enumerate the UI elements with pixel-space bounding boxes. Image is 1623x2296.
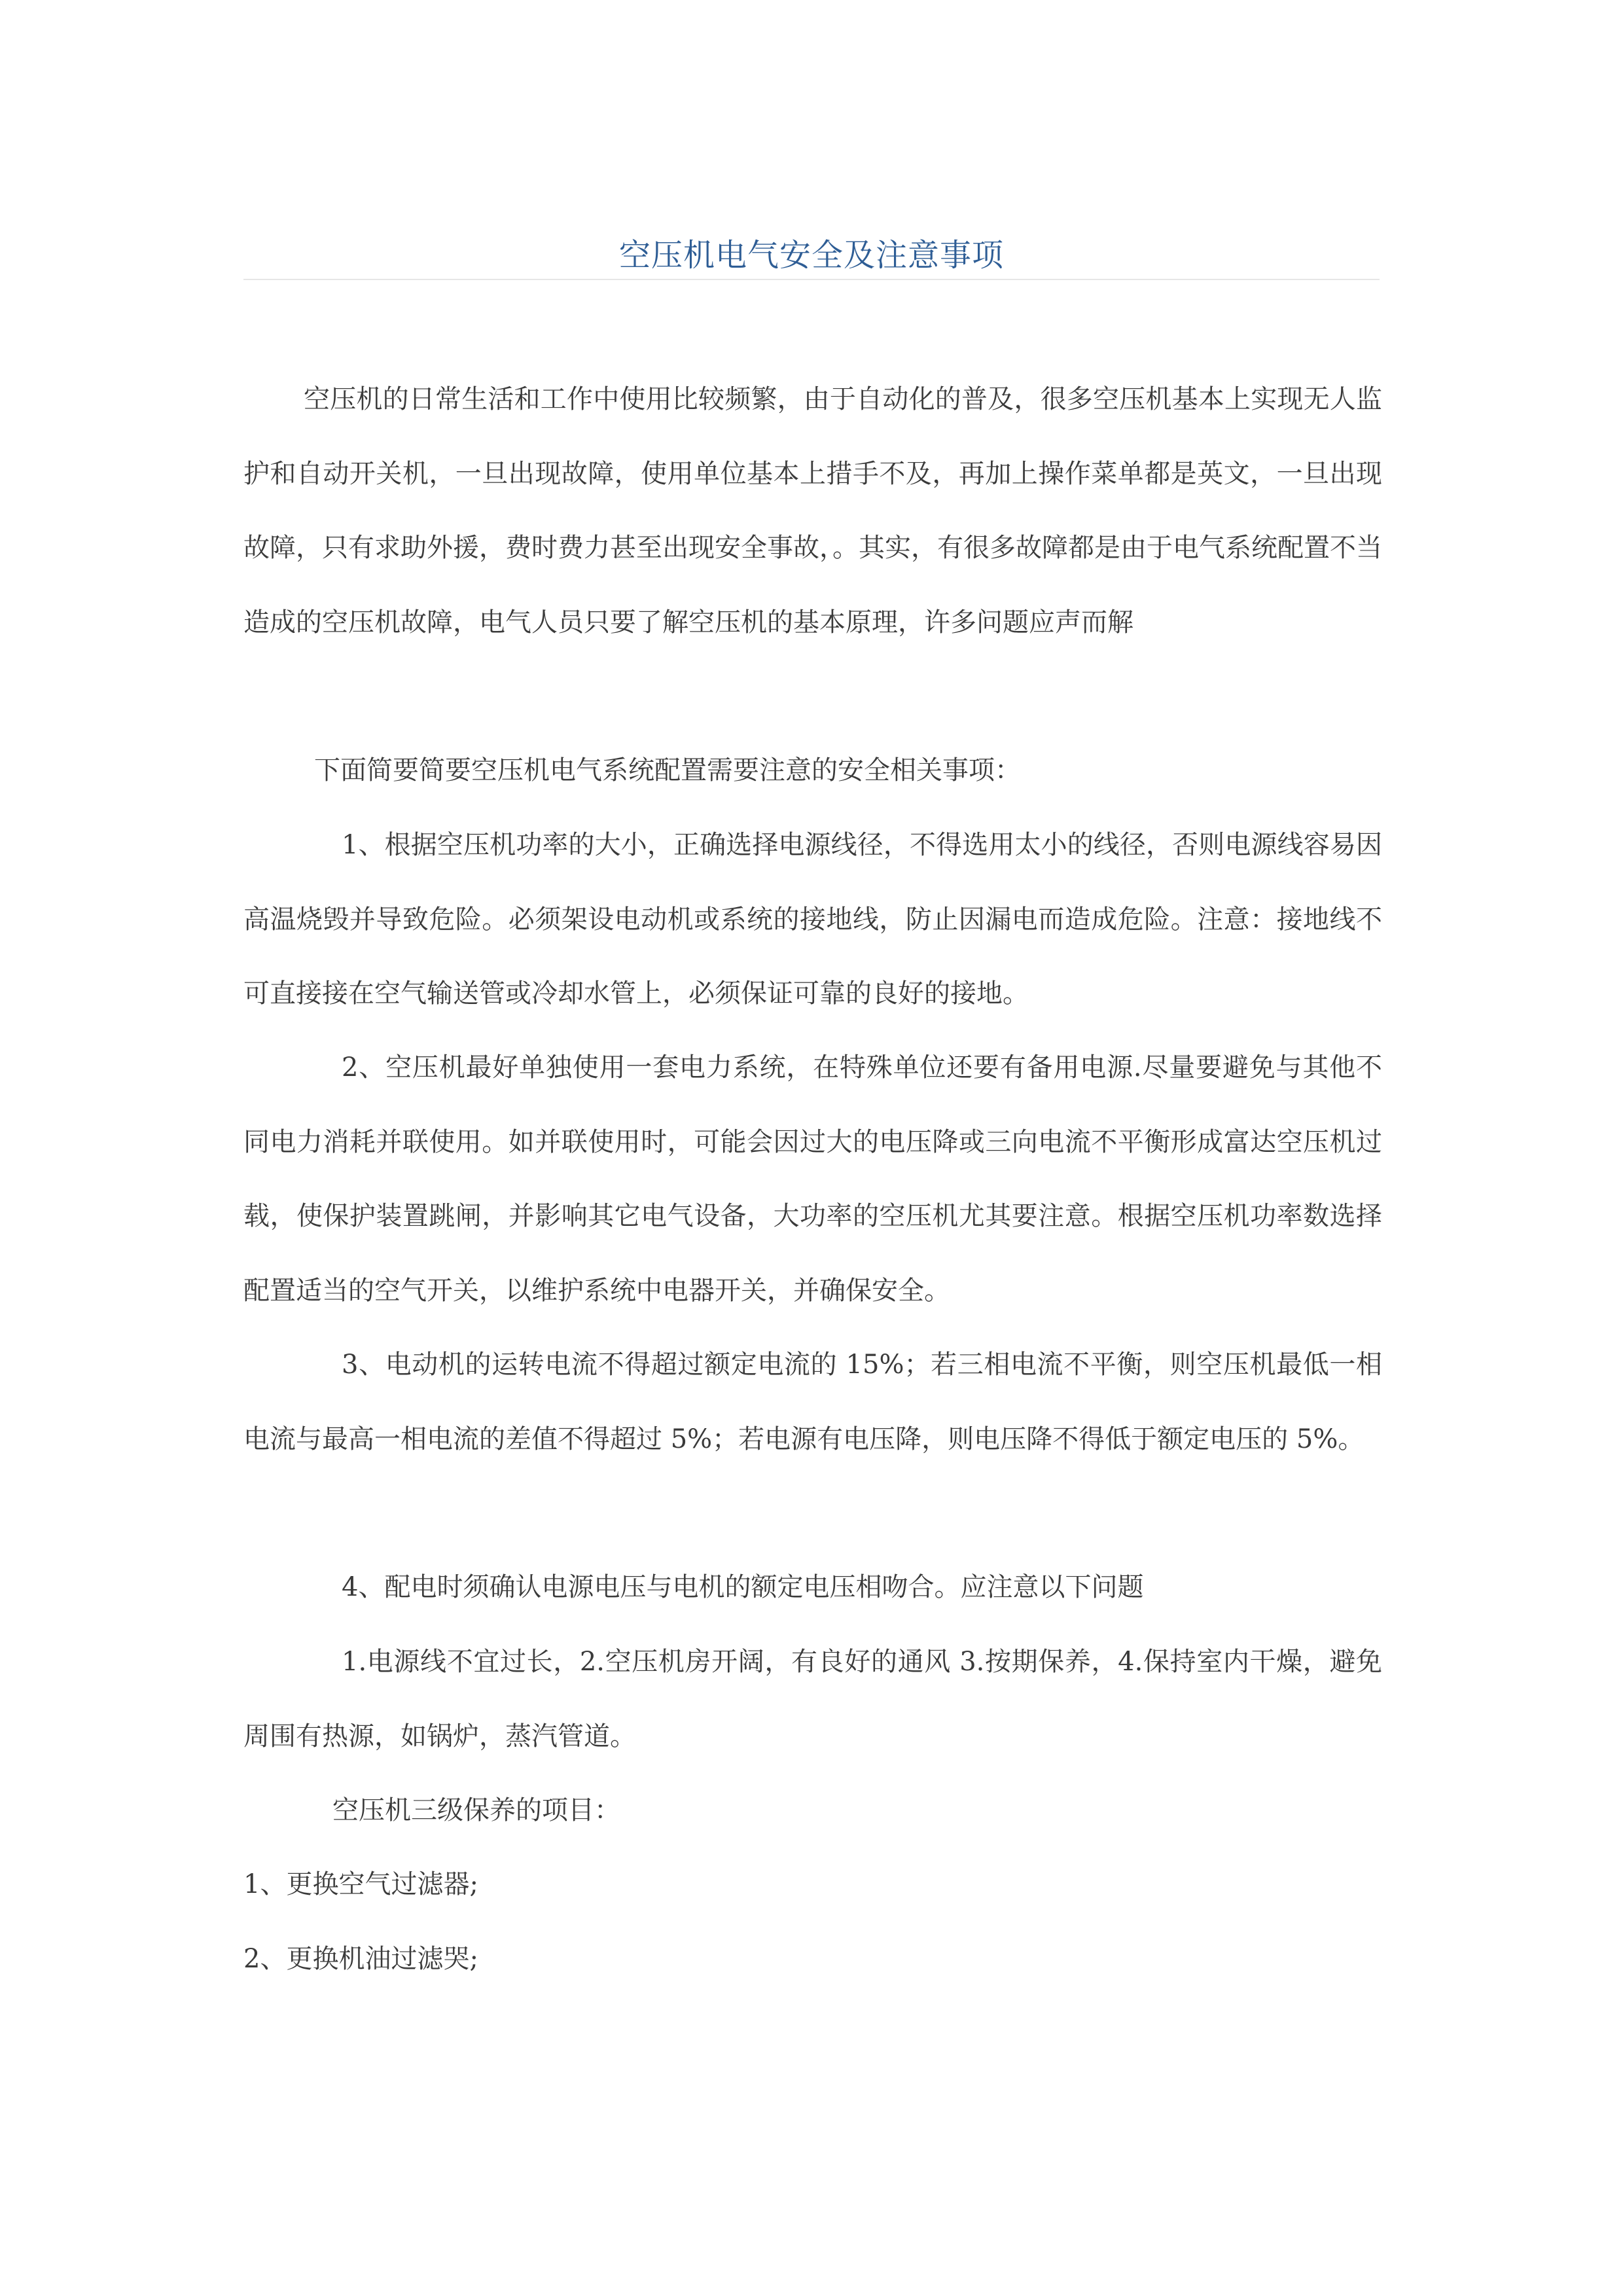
maintenance-item-text: 1、更换空气过滤器; <box>243 1869 478 1899</box>
tips-text: 1.电源线不宜过长，2.空压机房开阔，有良好的通风 3.按期保养，4.保持室内干燥，避免周围有热源，如锅炉，蒸汽管道。 <box>243 1647 1382 1751</box>
safety-item-4 <box>243 1551 1382 1625</box>
intro-text: 空压机的日常生活和工作中使用比较频繁，由于自动化的普及，很多空压机基本上实现无人监护和自动开关机，一旦出现故障，使用单位基本上措手不及，再加上操作菜单都是英文，一旦出现故障，只有求助外援，费时费力甚至出现安全事故，。其实，有很多故障都是由于电气系统配置不当造成的空压机故障，电气人员只要了解空压机的基本原理，许多问题应声而解 <box>243 384 1382 637</box>
safety-item-3 <box>243 1328 1382 1477</box>
safety-item-text: 2、空压机最好单独使用一套电力系统，在特殊单位还要有备用电源.尽量要避免与其他不同电力消耗并联使用。如并联使用时，可能会因过大的电压降或三向电流不平衡形成富达空压机过载，使保护装置跳闸，并影响其它电气设备，大功率的空压机尤其要注意。根据空压机功率数选择配置适当的空气开关，以维护系统中电器开关，并确保安全。 <box>243 1052 1382 1306</box>
maintenance-heading-text: 空压机三级保养的项目： <box>332 1795 620 1825</box>
maintenance-item-2 <box>243 1922 1382 1997</box>
safety-item-1 <box>243 808 1382 1031</box>
safety-item-text: 3、电动机的运转电流不得超过额定电流的 15%；若三相电流不平衡，则空压机最低一相电流与最高一相电流的差值不得超过 5%；若电源有电压降，则电压降不得低于额定电压的 5%。 <box>243 1350 1382 1454</box>
maintenance-item-text: 2、更换机油过滤哭; <box>243 1944 478 1974</box>
title-divider <box>243 279 1380 280</box>
safety-item-2 <box>243 1031 1382 1328</box>
safety-item-text: 4、配电时须确认电源电压与电机的额定电压相吻合。应注意以下问题 <box>342 1572 1144 1602</box>
document-title: 空压机电气安全及注意事项 <box>618 237 1004 274</box>
maintenance-item-1 <box>243 1848 1382 1922</box>
safety-item-text: 1、根据空压机功率的大小，正确选择电源线径，不得选用太小的线径，否则电源线容易因高温烧毁并导致危险。必须架设电动机或系统的接地线，防止因漏电而造成危险。注意：接地线不可直接接在空气输送管或冷却水管上，必须保证可靠的良好的接地。 <box>243 830 1382 1009</box>
maintenance-heading <box>243 1774 1382 1848</box>
lead-text: 下面简要简要空压机电气系统配置需要注意的安全相关事项： <box>314 755 1021 785</box>
tips-paragraph <box>243 1625 1382 1774</box>
intro-paragraph <box>243 363 1382 660</box>
lead-paragraph <box>243 734 1382 808</box>
